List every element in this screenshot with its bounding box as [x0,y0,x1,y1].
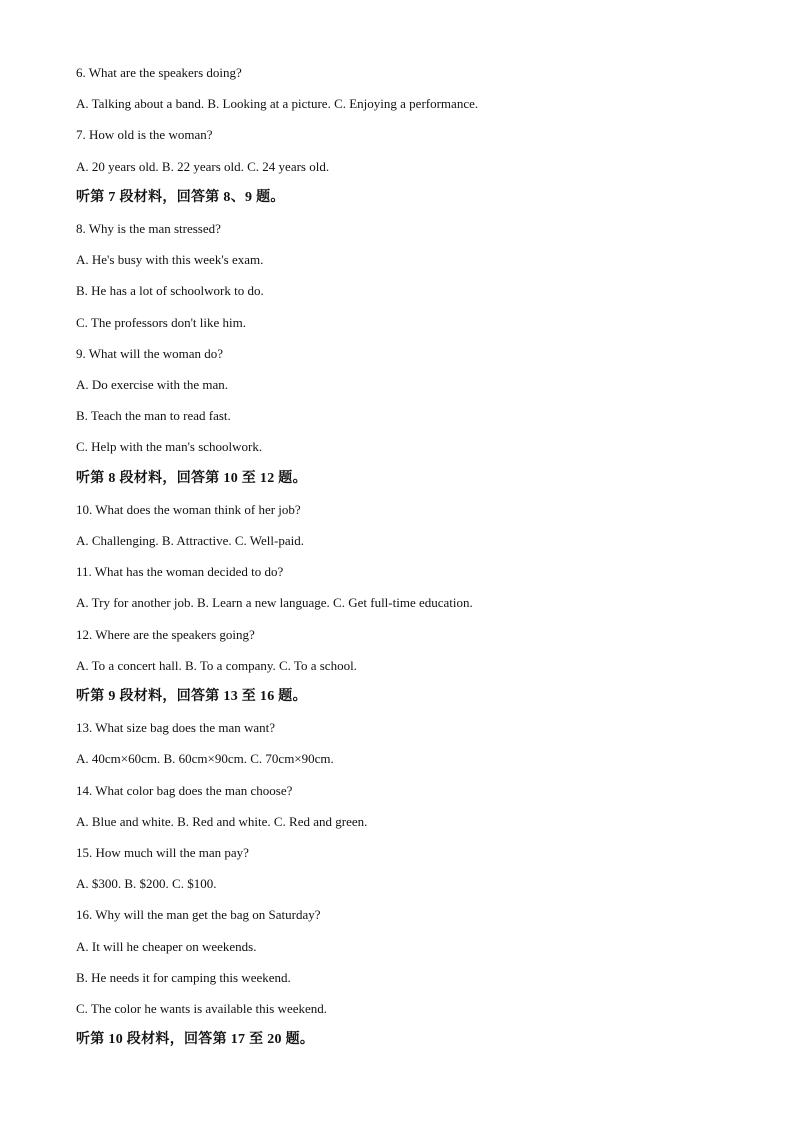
answer-options: C. The professors don't like him. [76,314,247,330]
question-text: 9. What will the woman do? [76,345,224,361]
answer-options: B. He needs it for camping this weekend. [76,969,291,985]
question-text: 14. What color bag does the man choose? [76,782,293,798]
answer-options: C. Help with the man's schoolwork. [76,439,263,455]
question-text: 10. What does the woman think of her job? [76,501,301,517]
answer-options: B. He has a lot of schoolwork to do. [76,283,264,299]
answer-options: A. It will he cheaper on weekends. [76,938,257,954]
answer-options: A. $300. B. $200. C. $100. [76,876,217,892]
answer-options: C. The color he wants is available this weekend. [76,1001,328,1016]
answer-options: A. Try for another job. B. Learn a new language. C. Get full-time education. [76,595,473,611]
question-text: 16. Why will the man get the bag on Saturday? [76,907,321,923]
question-text: 13. What size bag does the man want? [76,720,276,736]
question-text: 12. Where are the speakers going? [76,626,255,642]
answer-options: A. Blue and white. B. Red and white. C. Red and green. [76,813,368,829]
question-text: 7. How old is the woman? [76,127,213,143]
answer-options: A. 40cm×60cm. B. 60cm×90cm. C. 70cm×90cm. [76,751,334,767]
answer-options: A. 20 years old. B. 22 years old. C. 24 years old. [76,158,330,174]
question-text: 11. What has the woman decided to do? [76,564,284,580]
section-heading: 听第 8 段材料，回答第 10 至 12 题。 [76,470,307,486]
section-heading: 听第 7 段材料，回答第 8、9 题。 [76,189,285,205]
question-text: 6. What are the speakers doing? [76,65,242,80]
section-heading: 听第 9 段材料，回答第 13 至 16 题。 [76,689,307,704]
answer-options: A. Do exercise with the man. [76,377,228,392]
answer-options: B. Teach the man to read fast. [76,408,231,424]
section-heading: 听第 10 段材料，回答第 17 至 20 题。 [76,1032,315,1048]
answer-options: A. To a concert hall. B. To a company. C. To a school. [76,657,357,673]
question-text: 8. Why is the man stressed? [76,221,221,236]
answer-options: A. He's busy with this week's exam. [76,252,264,268]
answer-options: A. Challenging. B. Attractive. C. Well-paid. [76,533,304,548]
question-text: 15. How much will the man pay? [76,845,249,860]
answer-options: A. Talking about a band. B. Looking at a picture. C. Enjoying a performance. [76,96,479,112]
